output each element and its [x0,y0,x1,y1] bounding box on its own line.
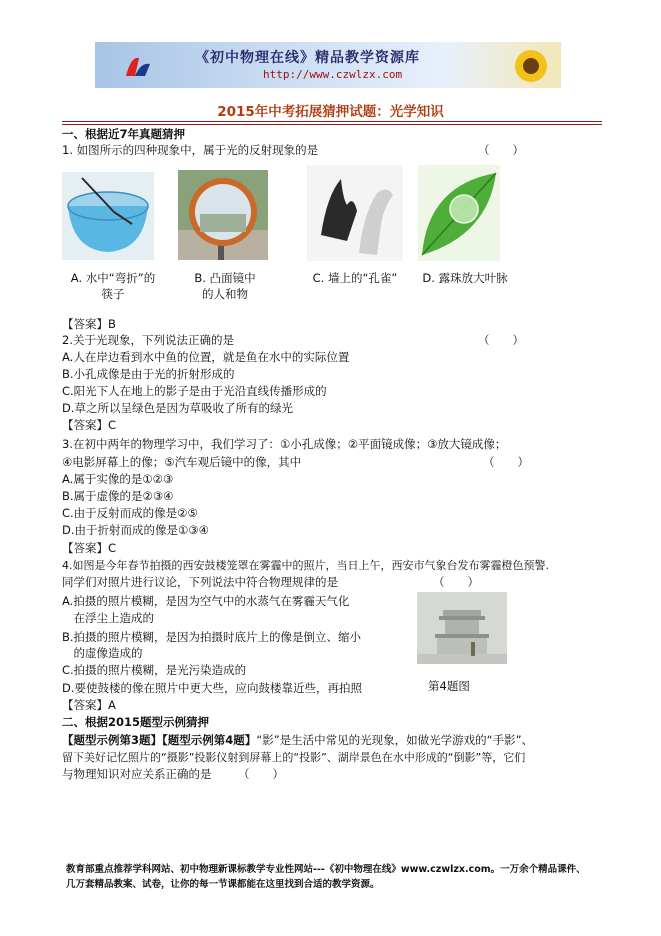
banner-title: 《初中物理在线》精品教学资源库 [195,50,420,66]
q1-option-a [58,270,168,302]
q1-option-a-line2: 筷子 [101,287,125,301]
q1-option-b [170,270,280,302]
q1-image-d-dewdrop-leaf [418,165,500,261]
q4-answer: 【答案】A [62,698,116,712]
q2-answer: 【答案】C [62,418,117,432]
q4-bracket: （ ） [433,575,479,589]
section-heading-2: 二、根据2015题型示例猜押 [62,715,210,729]
q5-line2: 留下美好记忆照片的“摄影”投影仪射到屏幕上的“投影”、湖岸景色在水中形成的“倒影”等，它们 [62,751,526,764]
sunflower-icon [511,46,551,86]
banner-url[interactable]: http://www.czwlzx.com [263,68,403,81]
title-divider [62,121,602,122]
q1-option-c-line1: C. 墙上的“孔雀” [312,271,398,285]
footer-line2: 几万套精品教案、试卷，让你的每一节课都能在这里找到合适的教学资源。 [66,879,380,890]
q4-option-b-line2: 的虚像造成的 [62,646,143,660]
q5-tag: 【题型示例第3题】【题型示例第4题】 [62,733,257,747]
q5-line1 [62,733,533,748]
q3-stem-line2: ④电影屏幕上的像；⑤汽车观后镜中的像，其中 [62,455,302,469]
q4-option-b-line1: B.拍摄的照片模糊，是因为拍摄时底片上的像是倒立、缩小 [62,630,362,644]
q3-answer: 【答案】C [62,541,117,555]
q4-option-c: C.拍摄的照片模糊，是光污染造成的 [62,663,247,677]
q3-option-b: B.属于虚像的是②③④ [62,489,174,503]
q2-stem: 2.关于光现象，下列说法正确的是 [62,333,234,347]
q1-option-d-line1: D. 露珠放大叶脉 [422,271,508,285]
header-banner [95,42,561,88]
q1-option-b-line1: B. 凸面镜中 [194,271,256,285]
q5-bracket: （ ） [238,767,284,781]
q1-option-a-line1: A. 水中“弯折”的 [70,271,156,285]
q4-option-a-line2: 在浮尘上造成的 [62,611,154,625]
q4-option-a-line1: A.拍摄的照片模糊，是因为空气中的水蒸气在雾霾天气化 [62,594,350,608]
site-logo-icon [123,52,153,80]
title-divider-second [62,124,602,125]
q3-stem-line1: 3.在初中两年的物理学习中，我们学习了：①小孔成像；②平面镜成像；③放大镜成像； [62,437,507,451]
q4-stem-line1: 4.如图是今年春节拍摄的西安鼓楼笼罩在雾霾中的照片，当日上午，西安市气象台发布雾霾橙色预警. [62,559,549,572]
q3-bracket: （ ） [483,455,529,469]
page-footer [66,862,586,892]
q1-option-c [300,270,410,286]
q2-option-d: D.草之所以呈绿色是因为草吸收了所有的绿光 [62,401,294,415]
q5-line1-text: “影”是生活中常见的光现象，如做光学游戏的“手影”、 [256,733,534,747]
q5-line3: 与物理知识对应关系正确的是 [62,767,212,781]
q3-option-a: A.属于实像的是①②③ [62,472,174,486]
q4-image-drum-tower-smog [417,592,507,664]
q1-option-b-line2: 的人和物 [202,287,248,301]
q1-image-a-chopsticks [62,172,154,260]
q2-option-b: B.小孔成像是由于光的折射形成的 [62,367,235,381]
q3-option-c: C.由于反射而成的像是②⑤ [62,506,198,520]
q1-image-c-hand-shadow [307,165,403,261]
q3-option-d: D.由于折射而成的像是①③④ [62,523,209,537]
q2-option-c: C.阳光下人在地上的影子是由于光沿直线传播形成的 [62,384,327,398]
section-heading-1: 一、根据近7年真题猜押 [62,127,186,141]
q1-option-d [410,270,520,286]
q4-option-d: D.要使鼓楼的像在照片中更大些，应向鼓楼靠近些，再拍照 [62,681,363,695]
q1-answer: 【答案】B [62,317,116,331]
q1-bracket: （ ） [478,143,524,157]
q4-stem-line2: 同学们对照片进行议论，下列说法中符合物理规律的是 [62,575,338,589]
footer-line1: 教育部重点推荐学科网站、初中物理新课标教学专业性网站---《初中物理在线》www.czwlzx.com。一万余个精品课件、 [66,864,586,875]
q2-option-a: A.人在岸边看到水中鱼的位置，就是鱼在水中的实际位置 [62,350,350,364]
page-title: 2015年中考拓展猜押试题：光学知识 [217,104,444,120]
q1-image-b-convex-mirror [178,170,268,260]
q4-figure-caption: 第4题图 [428,679,470,693]
q1-stem: 1. 如图所示的四种现象中，属于光的反射现象的是 [62,143,319,157]
q2-bracket: （ ） [478,333,524,347]
